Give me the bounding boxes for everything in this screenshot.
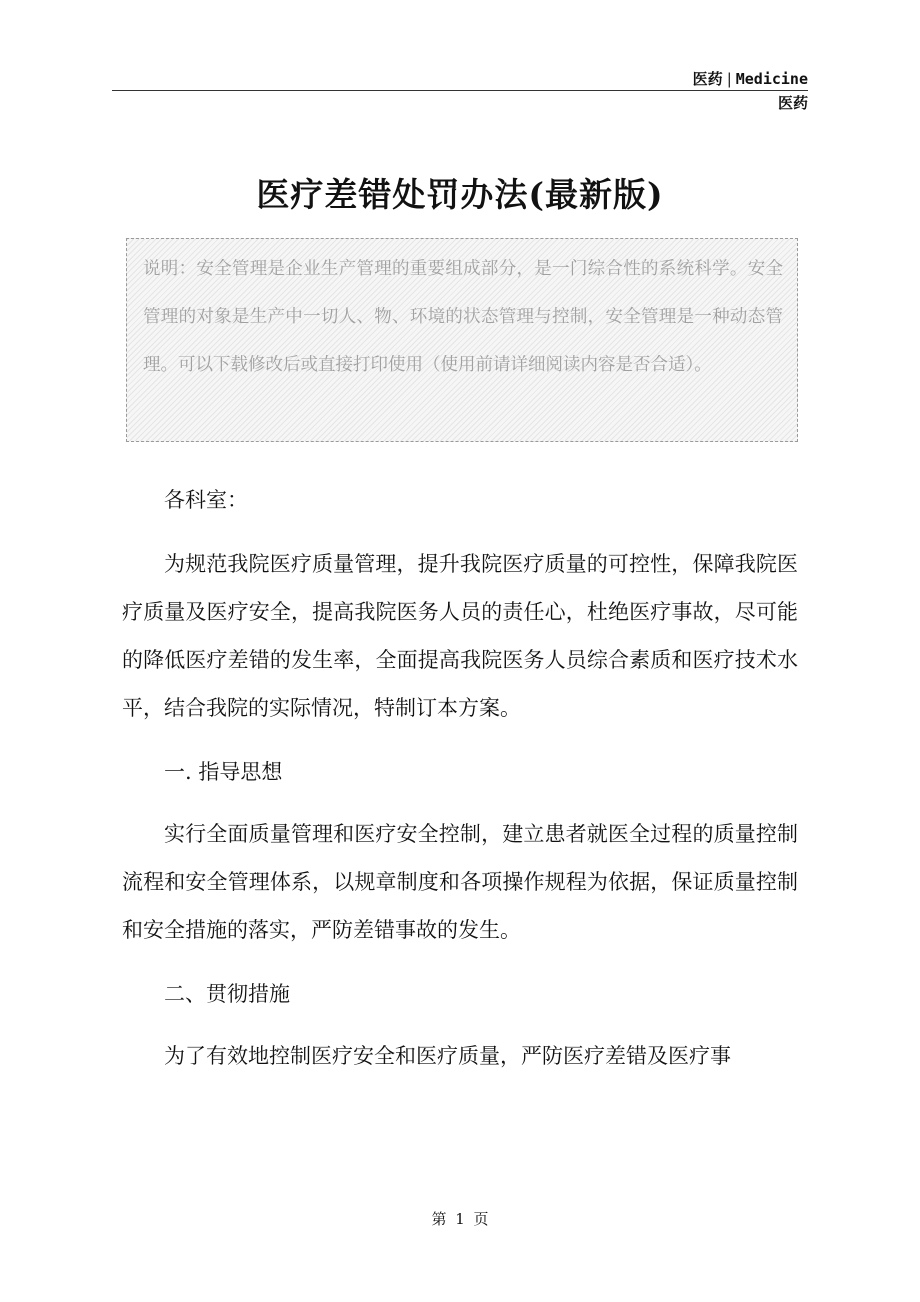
paragraph-measures: 为了有效地控制医疗安全和医疗质量，严防医疗差错及医疗事 [164,1044,731,1068]
header-category: 医药 [692,70,723,88]
paragraph-intro: 为规范我院医疗质量管理，提升我院医疗质量的可控性，保障我院医疗质量及医疗安全，提高我院医务人员的责任心，杜绝医疗事故，尽可能的降低医疗差错的发生率，全面提高我院医务人员综合素质和医疗技术水平，结合我院的实际情况，特制订本方案。 [122,552,798,720]
salutation: 各科室： [164,488,248,512]
paragraph-guiding-thought: 实行全面质量管理和医疗安全控制，建立患者就医全过程的质量控制流程和安全管理体系，以规章制度和各项操作规程为依据，保证质量控制和安全措施的落实，严防差错事故的发生。 [122,822,798,942]
page-header [693,68,808,90]
note-text: 说明：安全管理是企业生产管理的重要组成部分，是一门综合性的系统科学。安全管理的对象是生产中一切人、物、环境的状态管理与控制，安全管理是一种动态管理。可以下载修改后或直接打印使用（使用前请详细阅读内容是否合适）。 [143,259,783,375]
page-number: 第 1 页 [431,1210,489,1228]
document-body [122,476,798,1096]
header-category-en: Medicine [735,70,808,88]
section-heading-2: 二、贯彻措施 [164,982,290,1006]
note-box [126,238,798,442]
header-separator: | [726,70,732,88]
section-heading-1: 一. 指导思想 [164,760,283,784]
header-rule [112,90,808,91]
header-subcategory: 医药 [777,94,808,112]
document-title: 医疗差错处罚办法(最新版) [256,175,664,214]
